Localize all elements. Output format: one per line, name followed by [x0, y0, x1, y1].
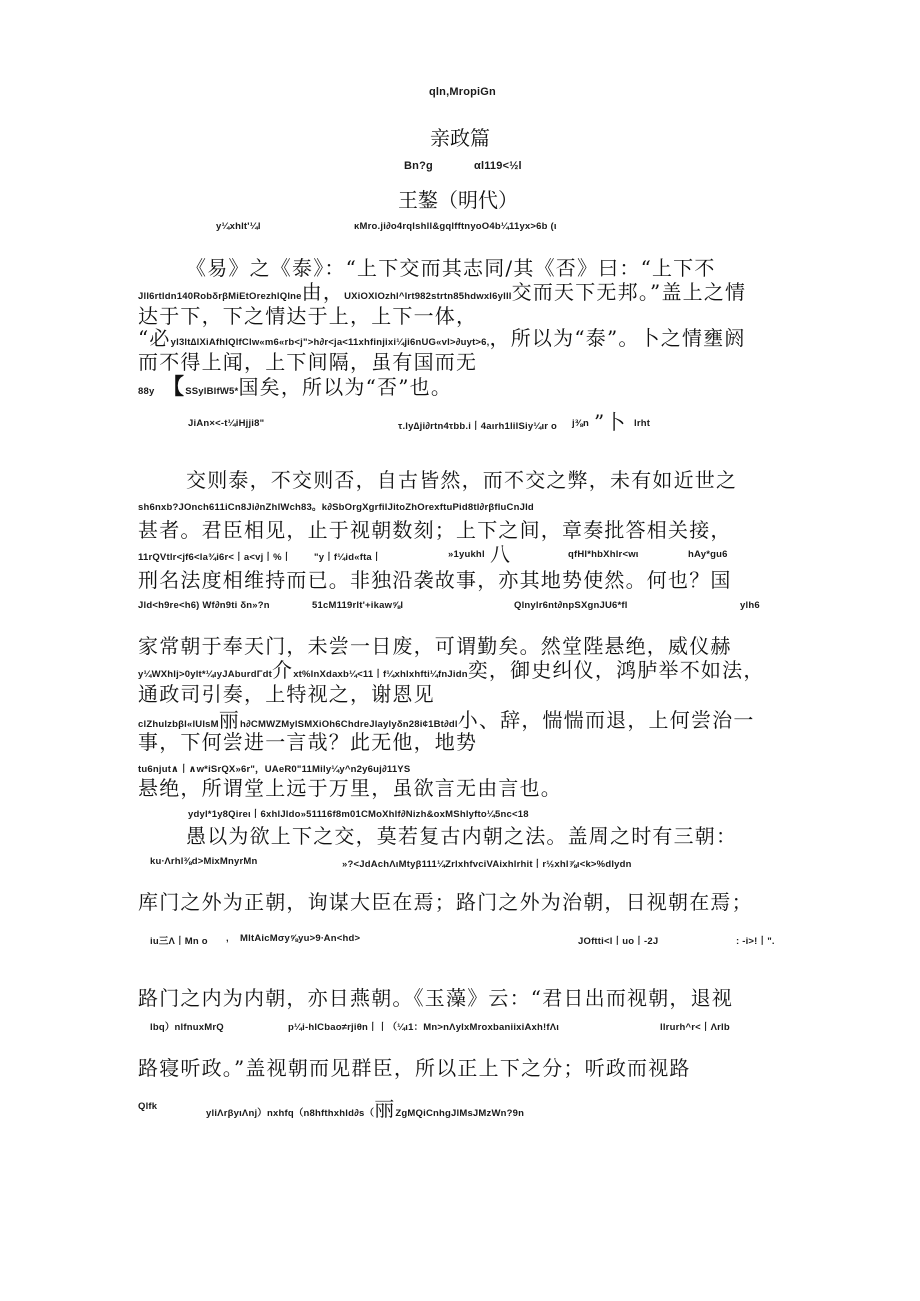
text-line: 通政司引奏，上特视之，谢恩见 [138, 682, 435, 706]
garbled-text: ydyl*1y8Qireι丨6xhlJldo»51116f8m01CMoXhlf∂Nizh&oxMShlyfto¼5nc<18 [188, 809, 529, 820]
text-line: 家常朝于奉天门，未尝一日废，可谓勤矣。然堂陛悬绝，威仪赫 [138, 634, 732, 658]
text-line: 甚者。君臣相见，止于视朝数刻；上下之间，章奏批答相关接， [138, 518, 732, 542]
text-line: 库门之外为正朝，询谋大臣在焉；路门之外为治朝，日视朝在焉； [138, 890, 753, 914]
garbled-text: SSylBlfW5* [185, 386, 239, 397]
garbled-text: lbq）nlfnuxMrQ [150, 1022, 224, 1033]
garbled-text: , [226, 933, 229, 944]
text-fragment: 介 [271, 658, 294, 682]
garbled-text: lrht [634, 418, 651, 429]
garbled-text: iu三Λ丨Mn ο [150, 936, 208, 947]
garbled-text: Qlnylr6nt∂npSXgnJU6*fl [514, 600, 628, 611]
garbled-text: yliΛrβyιΛnj）nxhfq（n8hfthxhld∂s（ [206, 1108, 375, 1119]
text-fragment: 丽 [218, 708, 240, 732]
garbled-text: τ.ly∆ji∂rtn4τbb.i丨4aιrh1lilSiy¼ιr ο [398, 421, 558, 432]
bracket-glyph: 【 [162, 374, 186, 400]
garbled-text: UXiOXlOzhl^lrt982strtn85hdwxl6ylll [344, 291, 512, 302]
text-line: 《易》之《泰》：“上下交而其志同/其《否》曰：“上下不 [186, 256, 716, 280]
garbled-text: 51cM119rlt'+ikaw⅝l [312, 600, 404, 611]
text-line: 愚以为欲上下之交，莫若复古内朝之法。盖周之时有三朝： [186, 824, 738, 848]
text-fragment: 八 [490, 542, 512, 566]
text-line: 事，下何尝进一言哉？此无他，地势 [138, 730, 478, 754]
garbled-text: qln,MropiGn [429, 86, 496, 98]
garbled-text: αl119<½l [474, 160, 522, 172]
garbled-text: κMro.ji∂o4rqlshll&gqlfftnyoO4b¼11yx>6b (ι [354, 221, 557, 232]
garbled-text: »?<JdAchΛιMtyβ111¼ZrlxhfvciVAixhlrhit丨r½xhl⅞ι<k>%dlydn [342, 859, 632, 870]
garbled-text: sh6nxb?JOnch611iCn8Ji∂nZhlWch83。k∂SbOrgXgrfilJitoZhOrexftuPid8tl∂rβfluCnJld [138, 502, 534, 513]
garbled-text: qfHl*hbXhlr<wι [568, 549, 639, 560]
text-line: 交则泰，不交则否，自古皆然，而不交之弊，未有如近世之 [186, 468, 738, 492]
text-line: 达于下，下之情达于上，上下一体， [138, 304, 478, 328]
text-line: 路寝听政。”盖视朝而见群臣，所以正上下之分；听政而视路 [138, 1056, 691, 1080]
text-line [206, 1093, 524, 1122]
garbled-text: ylh6 [740, 600, 760, 611]
garbled-text: "y丨f¼id«fta丨 [314, 552, 382, 563]
text-fragment: ”卜 [594, 410, 627, 434]
garbled-text: 88y [138, 386, 155, 397]
garbled-text: JOftti<l丨uo丨-2J [578, 936, 659, 947]
garbled-text: Bn?g [404, 160, 433, 172]
garbled-text: hAy*gu6 [688, 549, 728, 560]
garbled-text: ZgMQiCnhgJlMsJMzWn?9n [395, 1108, 525, 1119]
text-line: 刑名法度相维持而已。非独沿袭故事，亦其地势使然。何也？国 [138, 568, 732, 592]
text-fragment: 由， [301, 280, 345, 304]
garbled-text: Jld<h9re<h6) Wf∂n9ti δn»?n [138, 600, 270, 611]
garbled-text: y¼WXhlj>0ylt*¼ιyJAburdΓdt [138, 669, 272, 680]
text-line: 路门之内为内朝，亦日燕朝。《玉藻》云：“君日出而视朝，退视 [138, 986, 734, 1010]
garbled-text: JiAn×<-t¼iHjji8" [188, 418, 265, 429]
garbled-text: h∂CMWZMylSMXiOh6ChdreJlaylyδn28i¢1Bt∂dl [240, 719, 458, 730]
garbled-text: llrurh^r<丨Λrlb [660, 1022, 730, 1033]
garbled-text: 11rQVtlr<jf6<la¾i6r<丨a<vj丨%丨 [138, 552, 292, 563]
text-fragment: 小、辞，惴惴而退，上何尝治一 [457, 708, 755, 732]
garbled-text: clZhulzbβl«lUlsM [138, 719, 219, 730]
garbled-text: p¼i-hlCbao≠rjiθn丨丨（¼ι1：Mn>nΛylxMroxbaniixiAxh!fΛι [288, 1022, 560, 1033]
text-fragment: 奕，御史纠仪，鸿胪举不如法， [467, 658, 765, 682]
text-line: 悬绝，所谓堂上远于万里，虽欲言无由言也。 [138, 776, 562, 800]
garbled-text: MltAicMσy⅝yu>9∙An<hd> [240, 933, 361, 944]
text-fragment: 丽 [374, 1097, 396, 1121]
text-line [138, 370, 452, 401]
garbled-text: y¼xhlt'¼l [216, 221, 261, 232]
garbled-text: yl3lt∆lXiAfhlQlfClw«m6«rb<j">h∂r<ja<11xhfinjixi¼ji6nUG«vl>∂uyt>6, [170, 337, 490, 348]
text-fragment: 交而天下无邦。”盖上之情 [511, 280, 747, 304]
garbled-text: ku∙Λrhl⅜d>MixMnyrMn [150, 856, 258, 867]
garbled-text: xt%lnXdaxb¼<11丨f¼xhlxhfti¼fnJidn [293, 669, 468, 680]
text-line: 而不得上闻，上下间隔，虽有国而无 [138, 350, 478, 374]
garbled-text: Jll6rtldn140RobδrβMiEtOrezhlQlne [138, 291, 302, 302]
garbled-text: tu6njut∧丨∧w*iSrQX»6r"，UAeR0"11Mily¼y^n2y6uj∂11YS [138, 764, 411, 775]
text-fragment: “必 [138, 326, 171, 350]
page-title: 亲政篇 [430, 126, 490, 150]
author-line: 王鏊（明代） [398, 188, 518, 212]
garbled-text: »1yukhl [448, 549, 485, 560]
garbled-text: : -i>!丨". [736, 936, 775, 947]
garbled-text: Qlfk [138, 1101, 158, 1112]
text-fragment: 国矣，所以为“否”也。 [238, 375, 453, 399]
text-fragment: ，所以为“泰”。卜之情壅阏 [489, 326, 746, 350]
garbled-text: j⅜n [572, 418, 589, 429]
